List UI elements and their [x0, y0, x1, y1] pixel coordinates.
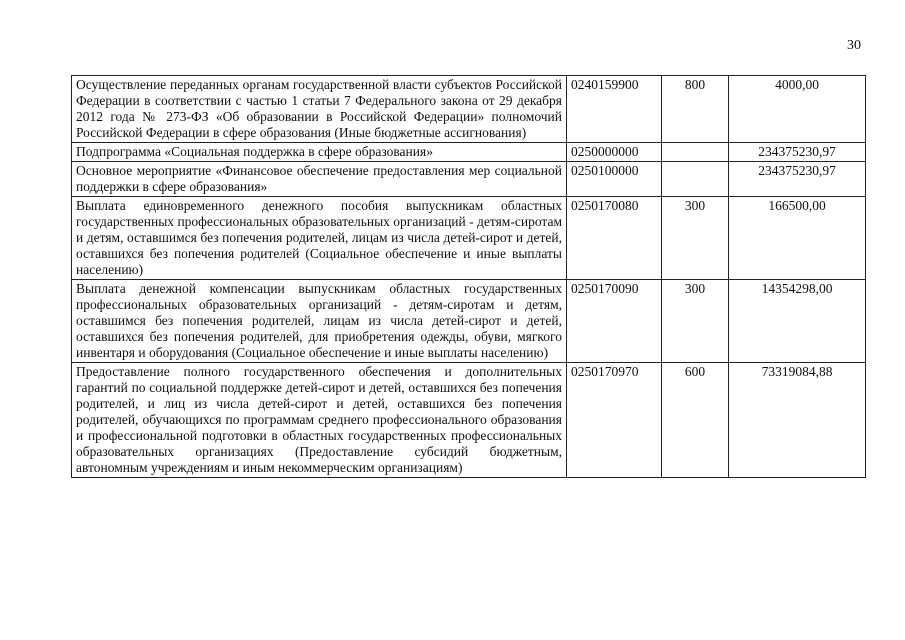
row-target-article-code: 0250170080: [567, 197, 662, 280]
row-expense-type-code: 800: [662, 76, 729, 143]
row-amount: 234375230,97: [729, 162, 866, 197]
table-row: [72, 162, 866, 197]
table-row: [72, 363, 866, 478]
row-target-article-code: 0250100000: [567, 162, 662, 197]
row-description: Подпрограмма «Социальная поддержка в сфере образования»: [72, 143, 567, 162]
row-description: Выплата единовременного денежного пособия выпускникам областных государственных профессиональных образовательных организаций - детям-сиротам и детям, оставшимся без попечения родителей, лицам из числа детей-сирот и детей, оставшихся без попечения родителей (Социальное обеспечение и иные выплаты населению): [72, 197, 567, 280]
row-amount: 73319084,88: [729, 363, 866, 478]
row-expense-type-code: 600: [662, 363, 729, 478]
row-target-article-code: 0240159900: [567, 76, 662, 143]
row-expense-type-code: 300: [662, 280, 729, 363]
row-amount: 166500,00: [729, 197, 866, 280]
row-description: Основное мероприятие «Финансовое обеспечение предоставления мер социальной поддержки в сфере образования»: [72, 162, 567, 197]
table-row: [72, 143, 866, 162]
table-row: [72, 197, 866, 280]
row-amount: 234375230,97: [729, 143, 866, 162]
row-expense-type-code: 300: [662, 197, 729, 280]
row-amount: 14354298,00: [729, 280, 866, 363]
row-expense-type-code: [662, 143, 729, 162]
row-description: Предоставление полного государственного обеспечения и дополнительных гарантий по социальной поддержке детей-сирот и детей, оставшихся без попечения родителей, и лиц из числа детей-сирот и детей, оставшихся без попечения родителей, обучающихся по программам среднего профессионального образования и профессиональной подготовки в областных государственных профессиональных образовательных организациях (Предоставление субсидий бюджетным, автономным учреждениям и иным некоммерческим организациям): [72, 363, 567, 478]
budget-table: [71, 75, 866, 478]
row-target-article-code: 0250170090: [567, 280, 662, 363]
row-amount: 4000,00: [729, 76, 866, 143]
row-description: Осуществление переданных органам государственной власти субъектов Российской Федерации в соответствии с частью 1 статьи 7 Федерального закона от 29 декабря 2012 года № 273-ФЗ «Об образовании в Российской Федерации» полномочий Российской Федерации в сфере образования (Иные бюджетные ассигнования): [72, 76, 567, 143]
row-target-article-code: 0250170970: [567, 363, 662, 478]
row-description: Выплата денежной компенсации выпускникам областных государственных профессиональных образовательных организаций - детям-сиротам и детям, оставшимся без попечения родителей, лицам из числа детей-сирот и детей, оставшихся без попечения родителей, для приобретения одежды, обуви, мягкого инвентаря и оборудования (Социальное обеспечение и иные выплаты населению): [72, 280, 567, 363]
row-expense-type-code: [662, 162, 729, 197]
row-target-article-code: 0250000000: [567, 143, 662, 162]
table-row: [72, 76, 866, 143]
table-row: [72, 280, 866, 363]
page-number: 30: [847, 38, 861, 53]
